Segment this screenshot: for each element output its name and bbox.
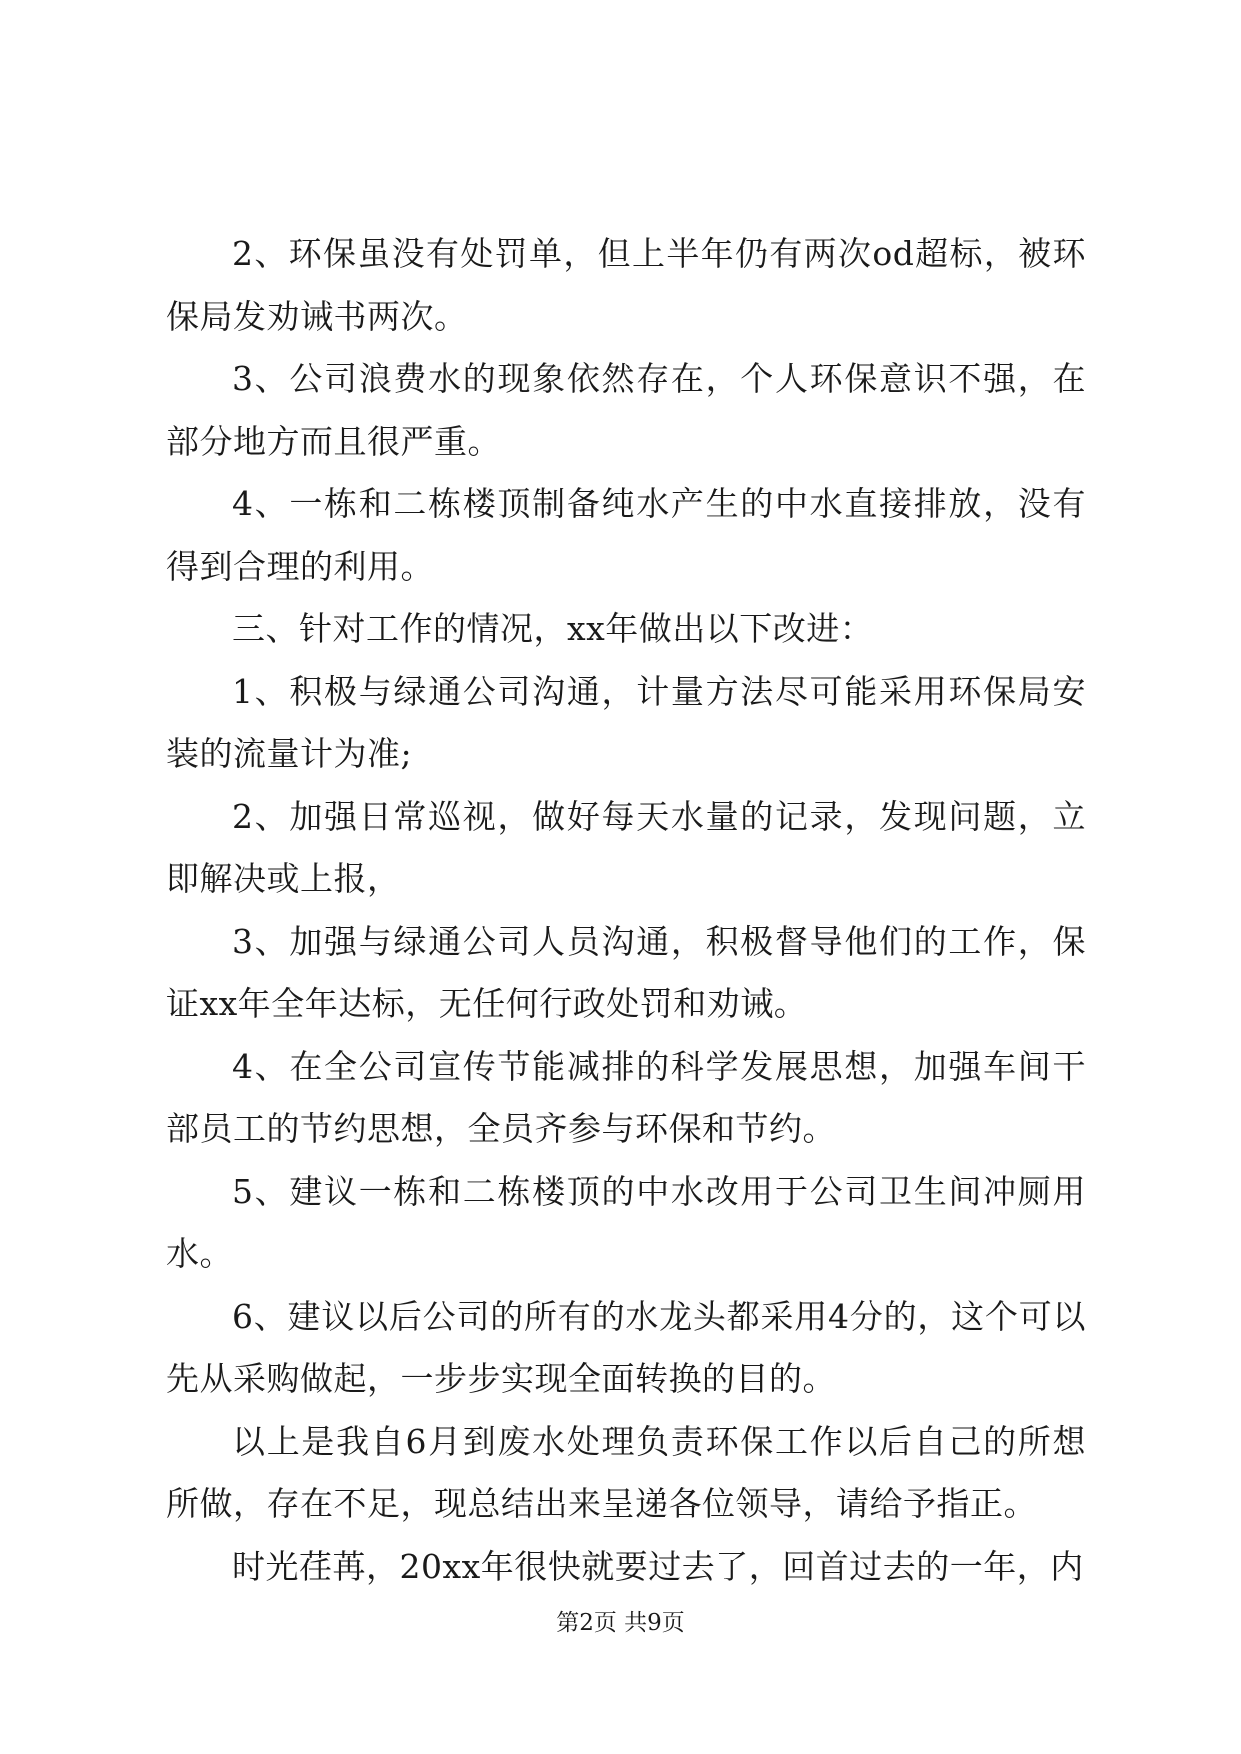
improvement-item-1: 1、积极与绿通公司沟通，计量方法尽可能采用环保局安装的流量计为准; [166,671,1086,773]
paragraph-item-3: 3、公司浪费水的现象依然存在，个人环保意识不强，在部分地方而且很严重。 [166,359,1086,461]
summary-paragraph: 以上是我自6月到废水处理负责环保工作以后自己的所想所做，存在不足，现总结出来呈递各位领导，请给予指正。 [166,1421,1086,1523]
improvement-item-2: 2、加强日常巡视，做好每天水量的记录，发现问题，立即解决或上报， [166,796,1086,898]
page-number-label: 第2页 共9页 [556,1610,685,1636]
section-heading-improvements: 三、针对工作的情况，xx年做出以下改进： [232,609,874,648]
document-body [166,223,1086,1598]
page-footer [0,1604,1241,1637]
closing-paragraph: 时光荏苒，20xx年很快就要过去了，回首过去的一年，内 [232,1546,1084,1586]
improvement-item-5: 5、建议一栋和二栋楼顶的中水改用于公司卫生间冲厕用水。 [166,1171,1086,1273]
improvement-item-6: 6、建议以后公司的所有的水龙头都采用4分的，这个可以先从采购做起，一步步实现全面转换的目的。 [166,1296,1086,1398]
paragraph-item-2: 2、环保虽没有处罚单，但上半年仍有两次od超标，被环保局发劝诫书两次。 [166,234,1086,336]
improvement-item-3: 3、加强与绿通公司人员沟通，积极督导他们的工作，保证xx年全年达标，无任何行政处罚和劝诫。 [166,921,1086,1023]
paragraph-item-4: 4、一栋和二栋楼顶制备纯水产生的中水直接排放，没有得到合理的利用。 [166,484,1086,586]
improvement-item-4: 4、在全公司宣传节能减排的科学发展思想，加强车间干部员工的节约思想，全员齐参与环保和节约。 [166,1046,1086,1148]
